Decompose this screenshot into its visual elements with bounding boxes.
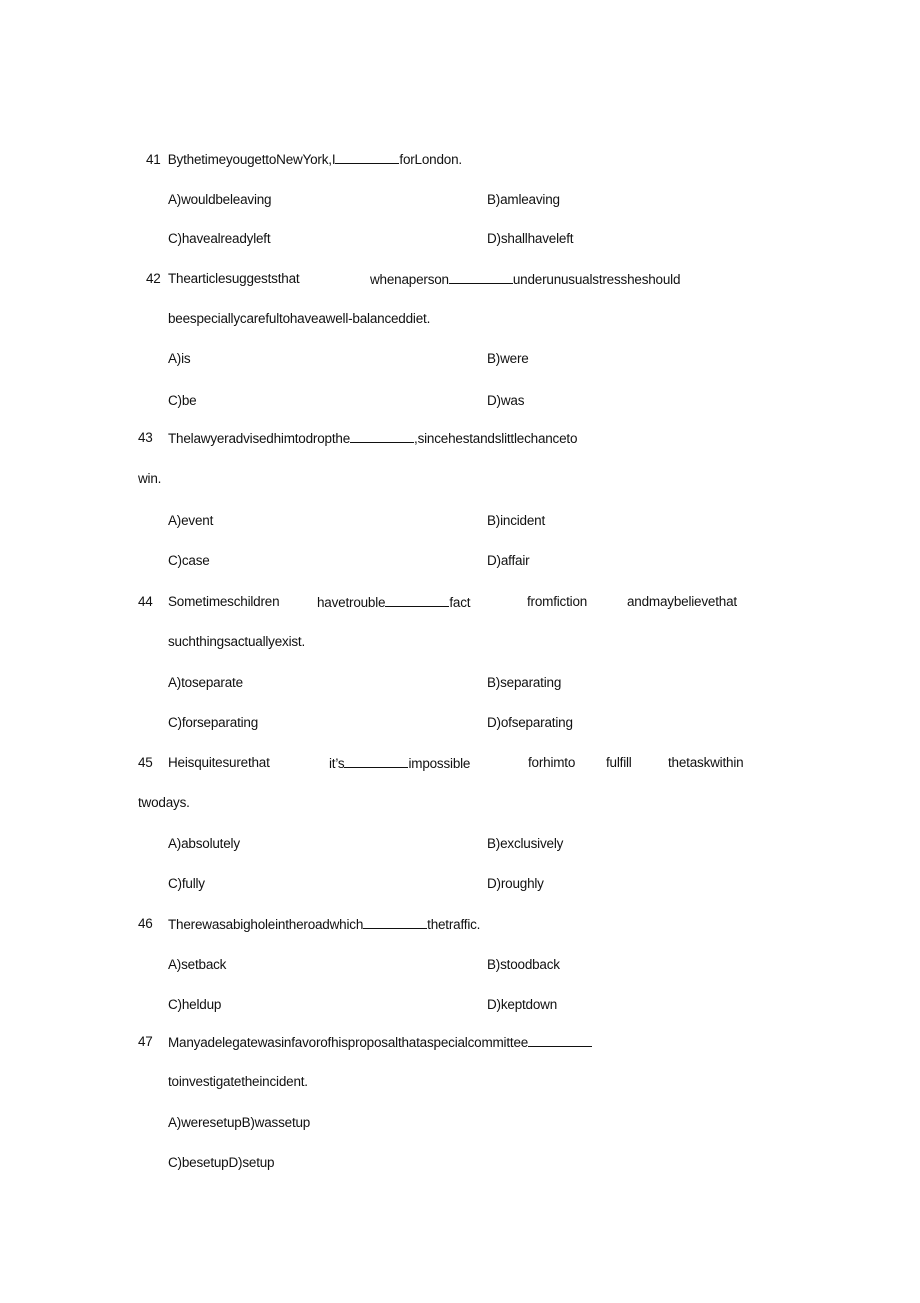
option-b: B)amleaving [487, 192, 560, 207]
stem-text: Therewasabigholeintheroadwhich [168, 917, 364, 932]
question-number: 42 [146, 271, 161, 286]
stem-text: toinvestigatetheincident. [168, 1074, 308, 1089]
stem-text [317, 594, 470, 611]
stem-text [329, 755, 470, 772]
option-d: D)keptdown [487, 997, 558, 1012]
stem-text: Thelawyeradvisedhimtodropthe [168, 431, 351, 446]
option-c: C)heldup [168, 997, 222, 1012]
question-number: 47 [138, 1034, 153, 1049]
question-41-stem [146, 151, 462, 168]
stem-text: fromfiction [527, 594, 588, 609]
option-b: B)were [487, 351, 529, 366]
option-d: D)ofseparating [487, 715, 573, 730]
stem-text: Manyadelegatewasinfavorofhisproposalthataspecialcommittee [168, 1035, 529, 1050]
stem-text [370, 271, 680, 288]
stem-text: havetrouble [317, 595, 386, 610]
option-b: B)exclusively [487, 836, 564, 851]
option-a: A)absolutely [168, 836, 240, 851]
answer-blank [335, 151, 399, 164]
answer-blank [344, 755, 408, 768]
option-c: C)case [168, 553, 210, 568]
stem-text: impossible [408, 756, 471, 771]
option-d: D)roughly [487, 876, 544, 891]
option-c: C)havealreadyleft [168, 231, 271, 246]
answer-blank [528, 1034, 592, 1047]
stem-text: thetaskwithin [668, 755, 744, 770]
stem-text: Sometimeschildren [168, 594, 280, 609]
option-a: A)toseparate [168, 675, 243, 690]
stem-text: beespeciallycarefultohaveawell-balanceddiet. [168, 311, 431, 326]
stem-text: Heisquitesurethat [168, 755, 270, 770]
option-c: C)be [168, 393, 197, 408]
option-d: D)affair [487, 553, 530, 568]
option-b: B)separating [487, 675, 562, 690]
stem-text [168, 1034, 592, 1051]
stem-text: suchthingsactuallyexist. [168, 634, 306, 649]
question-number: 41 [146, 152, 161, 167]
option-b: B)incident [487, 513, 546, 528]
stem-text: ,sincehestandslittlechanceto [414, 431, 578, 446]
question-number: 44 [138, 594, 153, 609]
question-number: 46 [138, 916, 153, 931]
answer-blank [385, 594, 449, 607]
answer-blank [350, 430, 414, 443]
stem-text [168, 916, 480, 933]
option-a: A)event [168, 513, 214, 528]
stem-text: twodays. [138, 795, 190, 810]
option-d: D)was [487, 393, 525, 408]
stem-text: win. [138, 471, 162, 486]
stem-text [168, 430, 577, 447]
stem-text: whenaperson [370, 272, 449, 287]
option-d: D)shallhaveleft [487, 231, 574, 246]
stem-text: andmaybelievethat [627, 594, 737, 609]
option-c: C)forseparating [168, 715, 259, 730]
option-b: B)stoodback [487, 957, 560, 972]
option-a: A)is [168, 351, 191, 366]
stem-text: forLondon. [399, 152, 462, 167]
stem-text: fact [449, 595, 471, 610]
option-a: A)setback [168, 957, 227, 972]
stem-text: it’s [329, 756, 345, 771]
stem-text: BythetimeyougettoNewYork,I [167, 152, 336, 167]
options-line-ab: A)weresetupB)wassetup [168, 1115, 311, 1130]
stem-text: Thearticlesuggeststhat [168, 271, 300, 286]
stem-text: forhimto [528, 755, 576, 770]
option-a: A)wouldbeleaving [168, 192, 272, 207]
answer-blank [363, 916, 427, 929]
stem-text: thetraffic. [427, 917, 481, 932]
option-c: C)fully [168, 876, 205, 891]
question-number: 45 [138, 755, 153, 770]
stem-text: underunusualstressheshould [512, 272, 681, 287]
answer-blank [449, 271, 513, 284]
question-number: 43 [138, 430, 153, 445]
stem-text: fulfill [606, 755, 632, 770]
options-line-cd: C)besetupD)setup [168, 1155, 275, 1170]
